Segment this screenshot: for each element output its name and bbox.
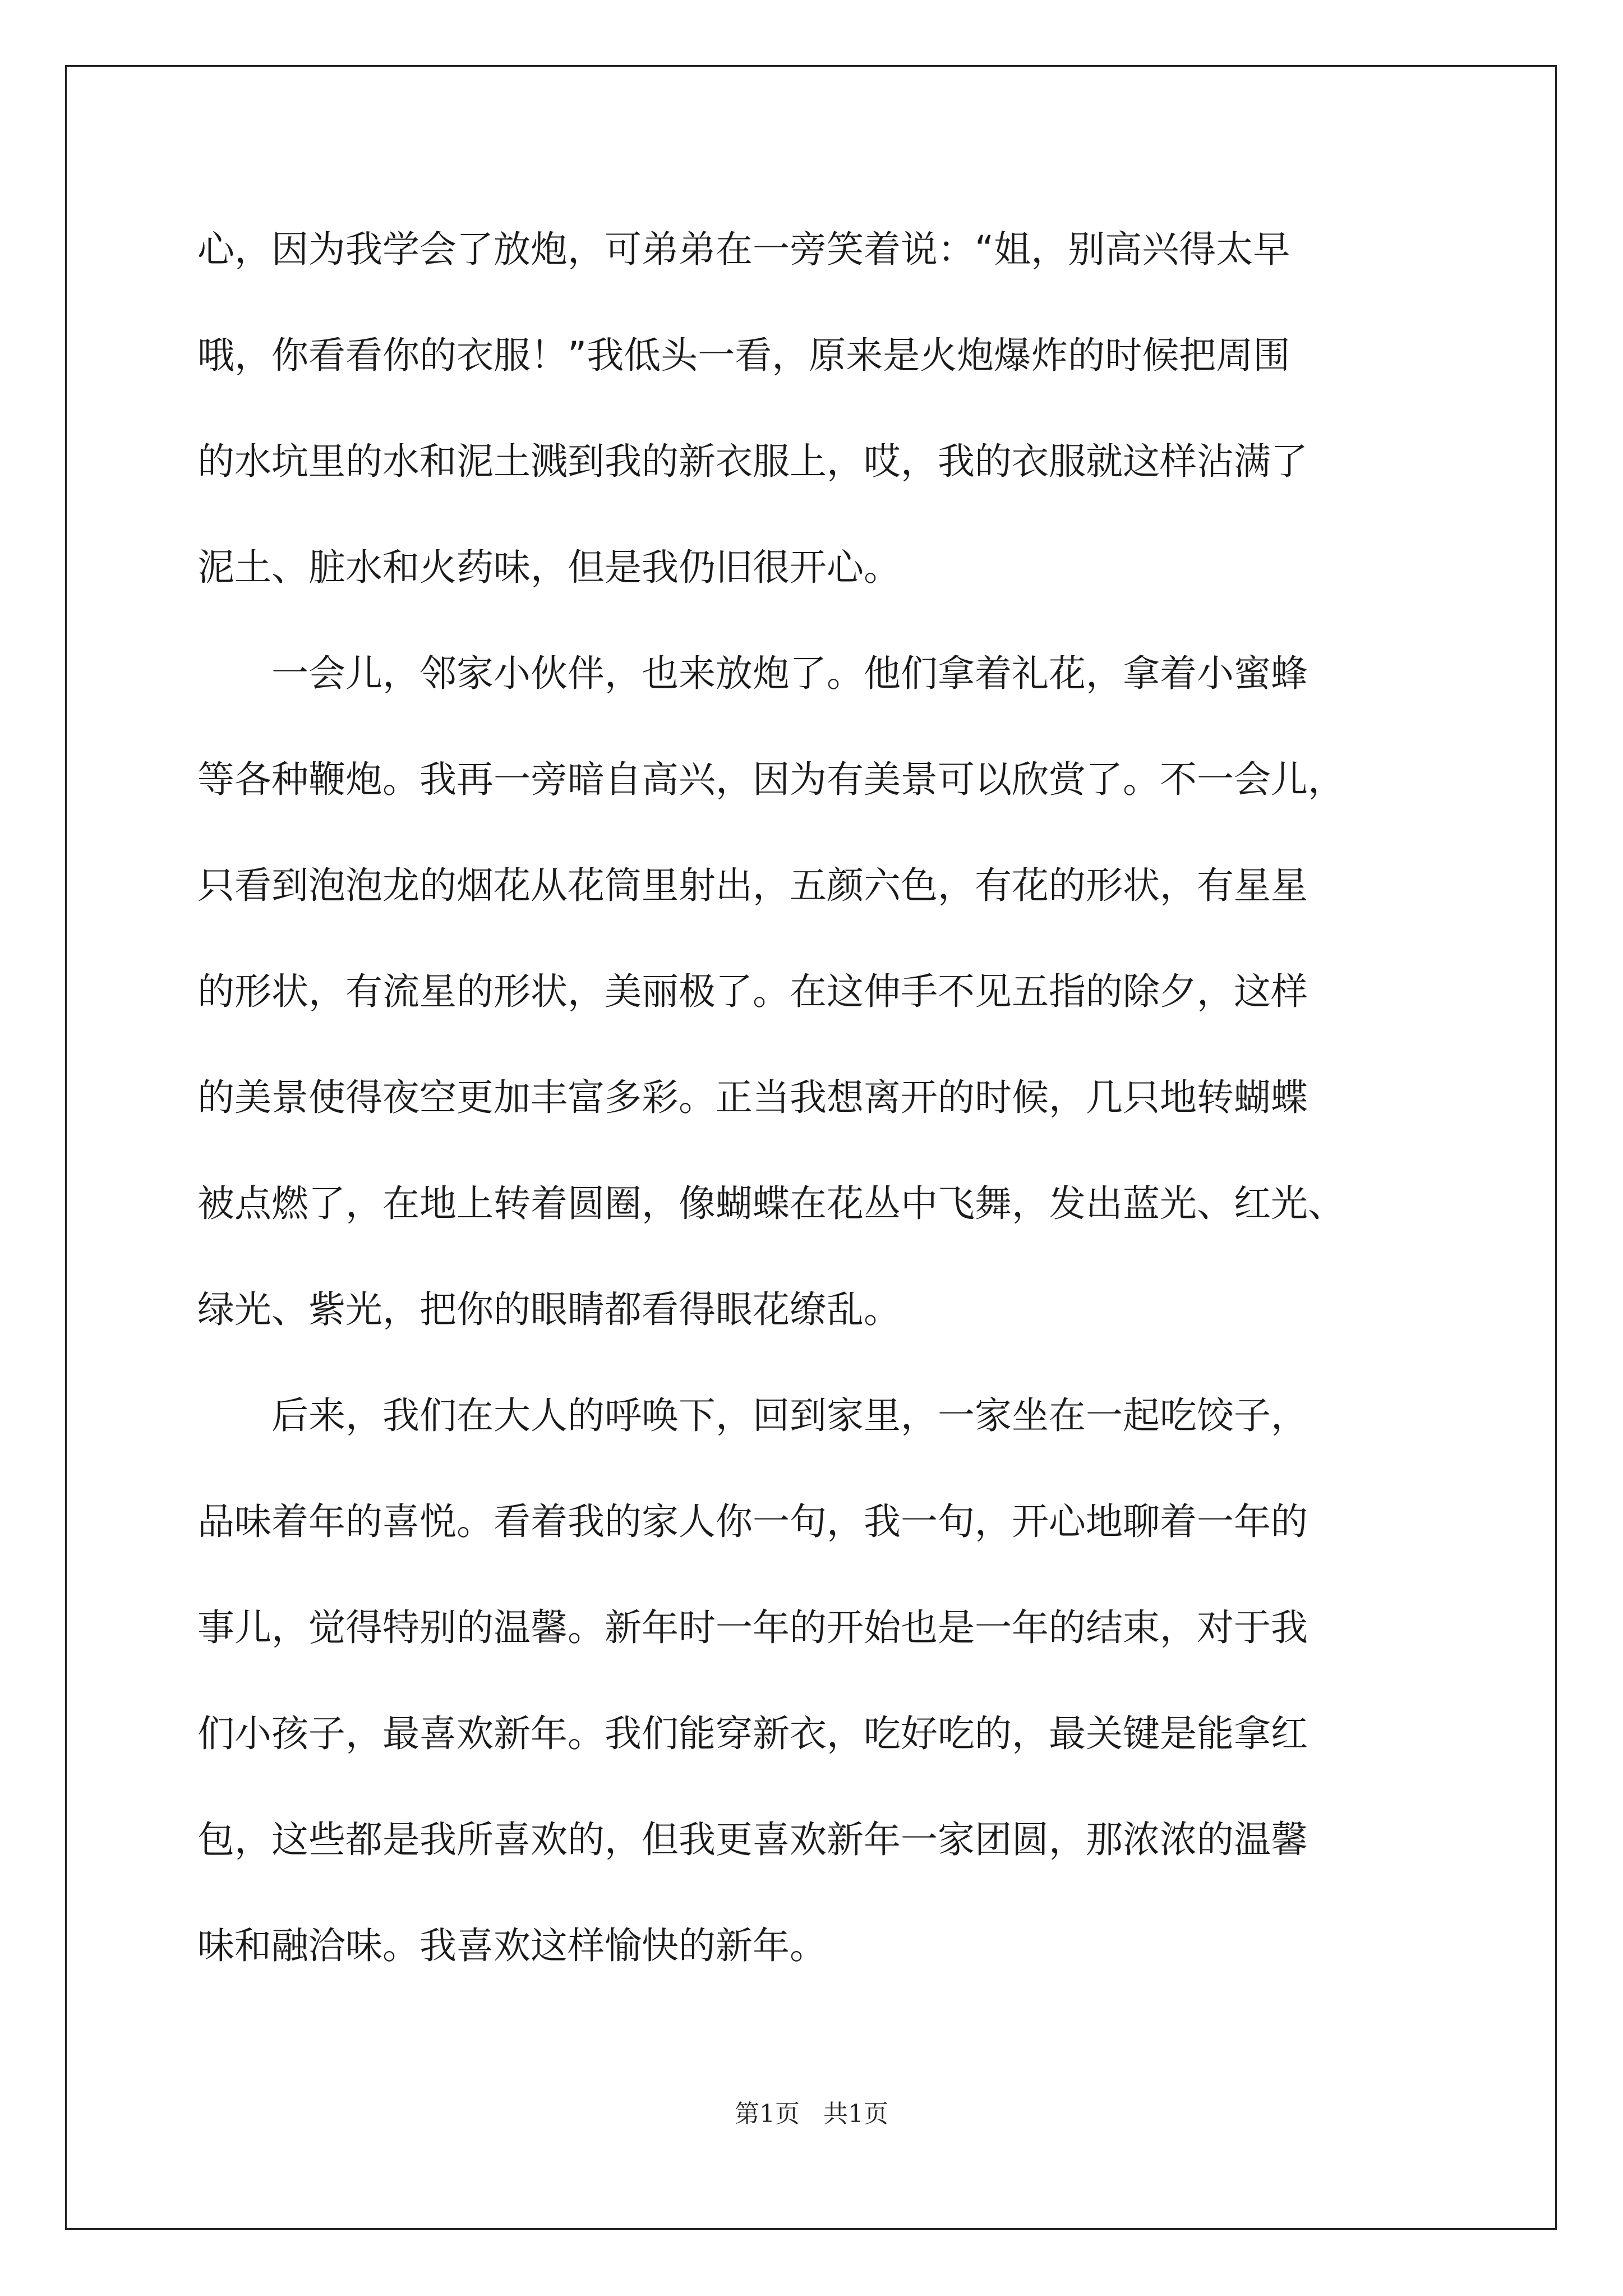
text-line: 后来，我们在大人的呼唤下，回到家里，一家坐在一起吃饺子， xyxy=(197,1394,1308,1437)
text-line: 等各种鞭炮。我再一旁暗自高兴，因为有美景可以欣赏了。不一会儿， xyxy=(197,758,1345,801)
text-line: 只看到泡泡龙的烟花从花筒里射出，五颜六色，有花的形状，有星星 xyxy=(197,864,1308,907)
text-line: 泥土、脏水和火药味，但是我仍旧很开心。 xyxy=(197,546,901,589)
document-body xyxy=(197,213,1476,2016)
text-line: 品味着年的喜悦。看着我的家人你一句，我一句，开心地聊着一年的 xyxy=(197,1500,1308,1543)
text-line: 味和融洽味。我喜欢这样愉快的新年。 xyxy=(197,1924,827,1967)
text-line: 绿光、紫光，把你的眼睛都看得眼花缭乱。 xyxy=(197,1288,901,1331)
text-line: 的水坑里的水和泥土溅到我的新衣服上，哎，我的衣服就这样沾满了 xyxy=(197,440,1308,483)
text-line: 事儿，觉得特别的温馨。新年时一年的开始也是一年的结束，对于我 xyxy=(197,1606,1308,1649)
text-line: 一会儿，邻家小伙伴，也来放炮了。他们拿着礼花，拿着小蜜蜂 xyxy=(197,652,1308,695)
text-line: 哦，你看看你的衣服！”我低头一看，原来是火炮爆炸的时候把周围 xyxy=(197,334,1290,377)
page-footer: 第1页 共1页 xyxy=(735,2100,888,2128)
text-line: 们小孩子，最喜欢新年。我们能穿新衣，吃好吃的，最关键是能拿红 xyxy=(197,1712,1308,1755)
text-line: 被点燃了，在地上转着圆圈，像蝴蝶在花丛中飞舞，发出蓝光、红光、 xyxy=(197,1182,1345,1225)
text-line: 心，因为我学会了放炮，可弟弟在一旁笑着说：“姐，别高兴得太早 xyxy=(197,228,1290,271)
text-line: 包，这些都是我所喜欢的，但我更喜欢新年一家团圆，那浓浓的温馨 xyxy=(197,1818,1308,1861)
text-line: 的美景使得夜空更加丰富多彩。正当我想离开的时候，几只地转蝴蝶 xyxy=(197,1076,1308,1119)
text-line: 的形状，有流星的形状，美丽极了。在这伸手不见五指的除夕，这样 xyxy=(197,970,1308,1013)
